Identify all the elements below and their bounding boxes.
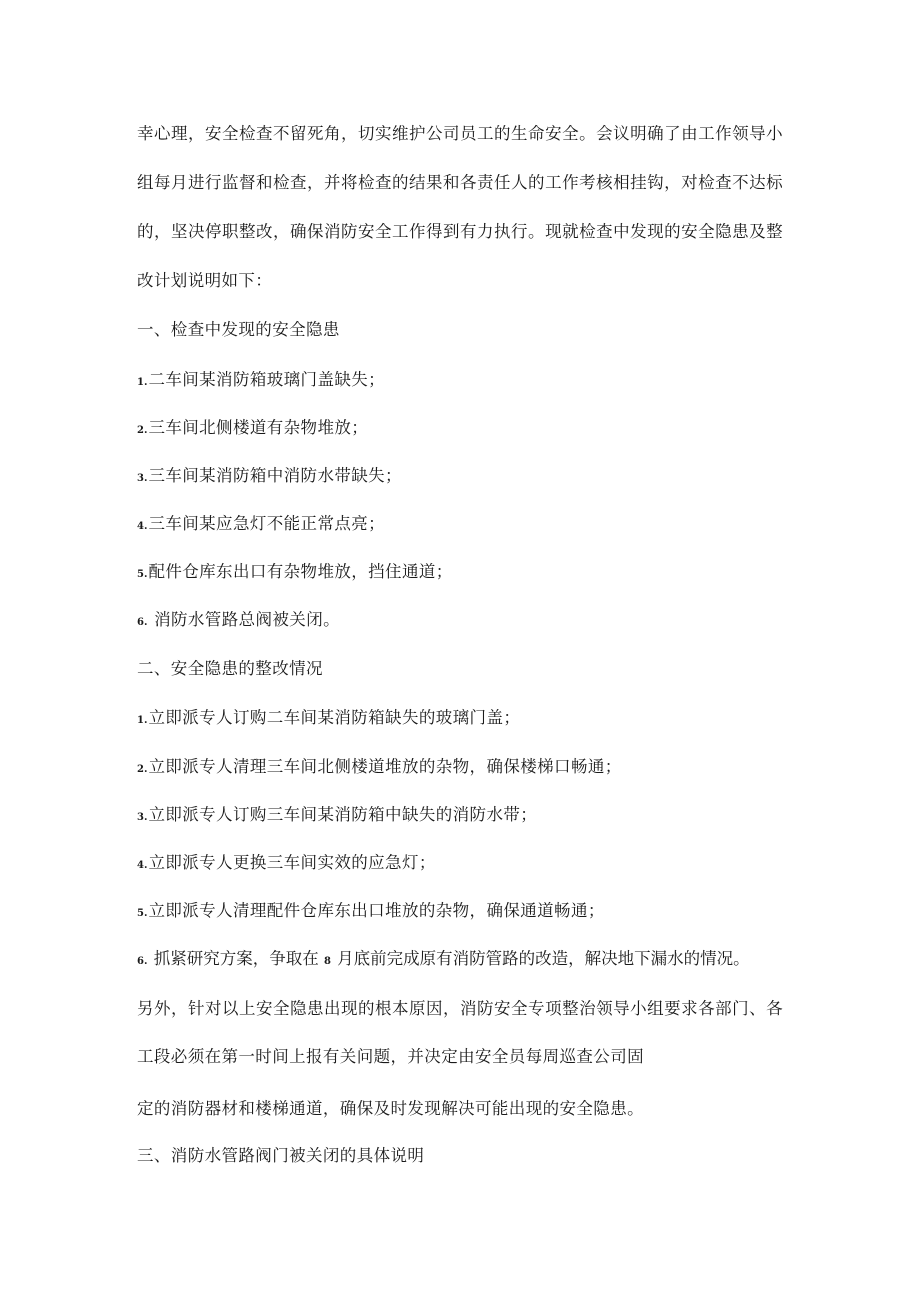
section-1-item-4 [137, 514, 385, 537]
item-number: 2. [137, 425, 148, 436]
month-number: 8 [323, 956, 331, 967]
section-2-item-6 [137, 949, 750, 972]
section-2-item-2 [137, 757, 622, 780]
item-text: 二车间某消防箱玻璃门盖缺失； [148, 370, 386, 389]
item-text: 配件仓库东出口有杂物堆放，挡住通道； [148, 562, 453, 581]
item-number: 1. [137, 377, 148, 388]
section-1-item-1 [137, 370, 385, 393]
intro-line-3: 的，坚决停职整改，确保消防安全工作得到有力执行。现就检查中发现的安全隐患及整 [137, 222, 783, 241]
closing-line-3: 定的消防器材和楼梯通道，确保及时发现解决可能出现的安全隐患。 [137, 1099, 644, 1118]
section-2-heading: 二、安全隐患的整改情况 [137, 659, 323, 678]
section-2-item-4 [137, 853, 436, 876]
section-2-item-3 [137, 805, 537, 828]
item-text: 立即派专人清理配件仓库东出口堆放的杂物，确保通道畅通； [148, 901, 605, 920]
item-text: 消防水管路总阀被关闭。 [148, 610, 340, 629]
section-2-item-1 [137, 708, 520, 731]
item-text: 立即派专人清理三车间北侧楼道堆放的杂物，确保楼梯口畅通； [148, 757, 622, 776]
item-number: 6. [137, 617, 148, 628]
section-1-item-6 [137, 610, 340, 633]
section-1-item-2 [137, 418, 368, 441]
section-2-item-5 [137, 901, 605, 924]
item-number: 3. [137, 812, 148, 823]
item-number: 5. [137, 569, 148, 580]
item-text: 抓紧研究方案，争取在 [148, 949, 324, 968]
section-3-heading: 三、消防水管路阀门被关闭的具体说明 [137, 1146, 425, 1165]
item-text: 三车间某消防箱中消防水带缺失； [148, 466, 402, 485]
intro-line-4: 改计划说明如下： [137, 271, 273, 290]
intro-line-1: 幸心理，安全检查不留死角，切实维护公司员工的生命安全。会议明确了由工作领导小 [137, 124, 783, 143]
section-1-heading: 一、检查中发现的安全隐患 [137, 320, 340, 339]
item-number: 5. [137, 908, 148, 919]
item-number: 2. [137, 764, 148, 775]
section-1-item-5 [137, 562, 453, 585]
section-1-item-3 [137, 466, 402, 489]
closing-line-1: 另外，针对以上安全隐患出现的根本原因，消防安全专项整治领导小组要求各部门、各 [137, 999, 783, 1018]
item-number: 4. [137, 521, 148, 532]
intro-line-2: 组每月进行监督和检查，并将检查的结果和各责任人的工作考核相挂钩，对检查不达标 [137, 173, 783, 192]
item-number: 1. [137, 715, 148, 726]
item-text: 立即派专人更换三车间实效的应急灯； [148, 853, 436, 872]
item-number: 4. [137, 860, 148, 871]
item-number: 6. [137, 956, 148, 967]
item-text: 立即派专人订购二车间某消防箱缺失的玻璃门盖； [148, 708, 521, 727]
item-number: 3. [137, 473, 148, 484]
item-text: 三车间某应急灯不能正常点亮； [148, 514, 386, 533]
item-text: 立即派专人订购三车间某消防箱中缺失的消防水带； [148, 805, 538, 824]
item-text: 三车间北侧楼道有杂物堆放； [148, 418, 369, 437]
closing-line-2: 工段必须在第一时间上报有关问题，并决定由安全员每周巡查公司固 [137, 1047, 644, 1066]
item-text: 月底前完成原有消防管路的改造，解决地下漏水的情况。 [331, 949, 750, 968]
